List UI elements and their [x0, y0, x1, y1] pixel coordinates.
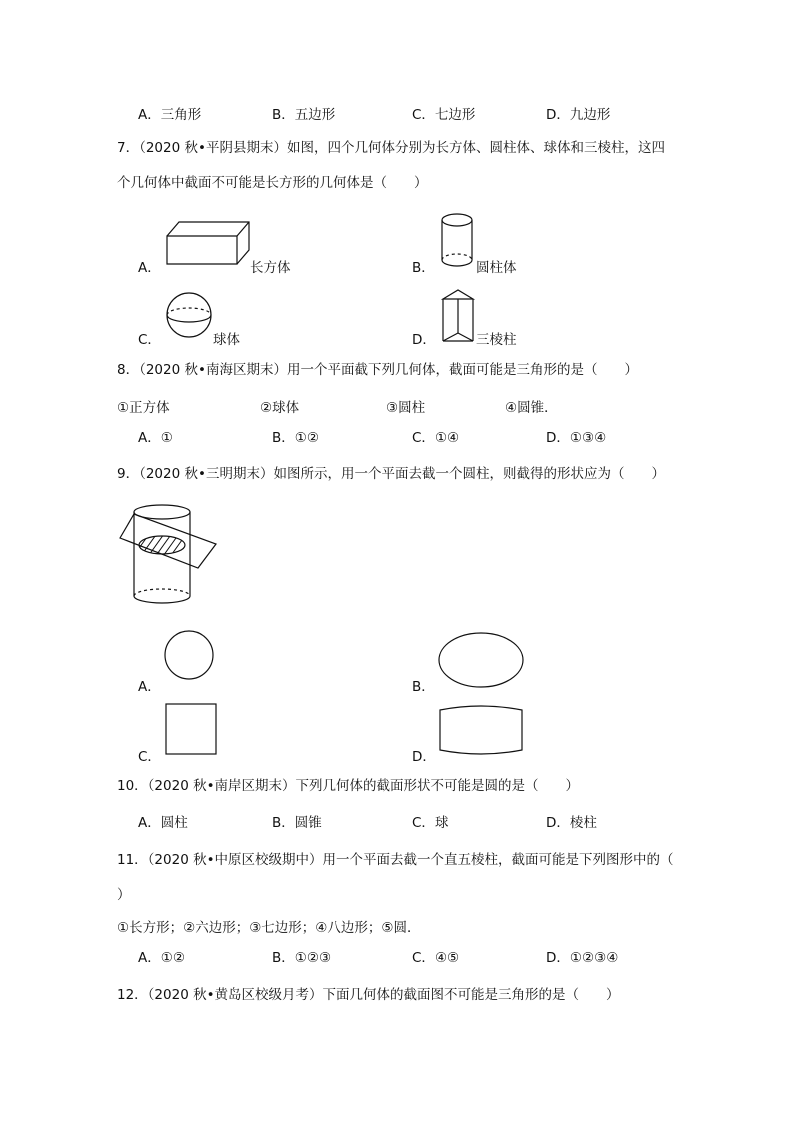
q11-option-c: C．④⑤ [412, 950, 460, 966]
q7-option-b-label: 圆柱体 [476, 260, 517, 276]
q7-stem-line1: 7．（2020 秋•平阴县期末）如图，四个几何体分别为长方体、圆柱体、球体和三棱柱，这四 [117, 140, 665, 156]
square-shape-icon [165, 703, 217, 755]
q9-option-b-letter: B． [412, 679, 435, 695]
q12-stem: 12．（2020 秋•黄岛区校级月考）下面几何体的截面图不可能是三角形的是（ ） [117, 987, 620, 1003]
q9-option-a-letter: A． [138, 679, 161, 695]
q10-option-d: D．棱柱 [546, 815, 597, 831]
cylinder-cut-by-plane-figure [118, 500, 218, 610]
q6-option-c: C．七边形 [412, 107, 476, 123]
q10-option-b: B．圆锥 [272, 815, 322, 831]
ellipse-shape-icon [438, 632, 524, 688]
q11-option-a: A．①② [138, 950, 185, 966]
q11-stem-line2: ） [117, 887, 131, 903]
q9-option-c-letter: C． [138, 749, 161, 765]
q7-option-d-letter: D． [412, 332, 436, 348]
q7-option-c-letter: C． [138, 332, 161, 348]
q8-option-b: B．①② [272, 430, 319, 446]
q7-stem-line2: 个几何体中截面不可能是长方形的几何体是（ ） [117, 175, 428, 191]
q6-option-d: D．九边形 [546, 107, 611, 123]
q7-option-d-label: 三棱柱 [476, 332, 517, 348]
q10-option-c: C．球 [412, 815, 449, 831]
sphere-icon [165, 291, 213, 339]
triangular-prism-icon [440, 287, 476, 345]
cylinder-icon [440, 212, 474, 270]
q11-stem-line1: 11．（2020 秋•中原区校级期中）用一个平面去截一个直五棱柱，截面可能是下列图形中的（ [117, 852, 674, 868]
q8-option-c: C．①④ [412, 430, 460, 446]
q7-option-a-letter: A． [138, 260, 161, 276]
q8-item-1: ①正方体 [117, 400, 170, 416]
q8-item-2: ②球体 [260, 400, 300, 416]
q8-stem: 8．（2020 秋•南海区期末）用一个平面截下列几何体，截面可能是三角形的是（ ） [117, 362, 638, 378]
q6-option-a: A．三角形 [138, 107, 202, 123]
q10-option-a: A．圆柱 [138, 815, 188, 831]
q9-option-d-letter: D． [412, 749, 436, 765]
q11-option-b: B．①②③ [272, 950, 332, 966]
q7-option-c-label: 球体 [213, 332, 240, 348]
barrel-shape-icon [438, 704, 524, 756]
q6-option-b: B．五边形 [272, 107, 336, 123]
q8-item-3: ③圆柱 [386, 400, 426, 416]
q7-option-b-letter: B． [412, 260, 435, 276]
q9-stem: 9．（2020 秋•三明期末）如图所示，用一个平面去截一个圆柱，则截得的形状应为（ ） [117, 466, 665, 482]
circle-shape-icon [164, 624, 214, 686]
q8-item-4: ④圆锥． [505, 400, 558, 416]
q7-option-a-label: 长方体 [250, 260, 291, 276]
cuboid-icon [165, 218, 250, 268]
q8-option-d: D．①③④ [546, 430, 607, 446]
q8-option-a: A．① [138, 430, 173, 446]
q11-items: ①长方形；②六边形；③七边形；④八边形；⑤圆． [117, 920, 421, 936]
q10-stem: 10．（2020 秋•南岸区期末）下列几何体的截面形状不可能是圆的是（ ） [117, 778, 580, 794]
q11-option-d: D．①②③④ [546, 950, 619, 966]
